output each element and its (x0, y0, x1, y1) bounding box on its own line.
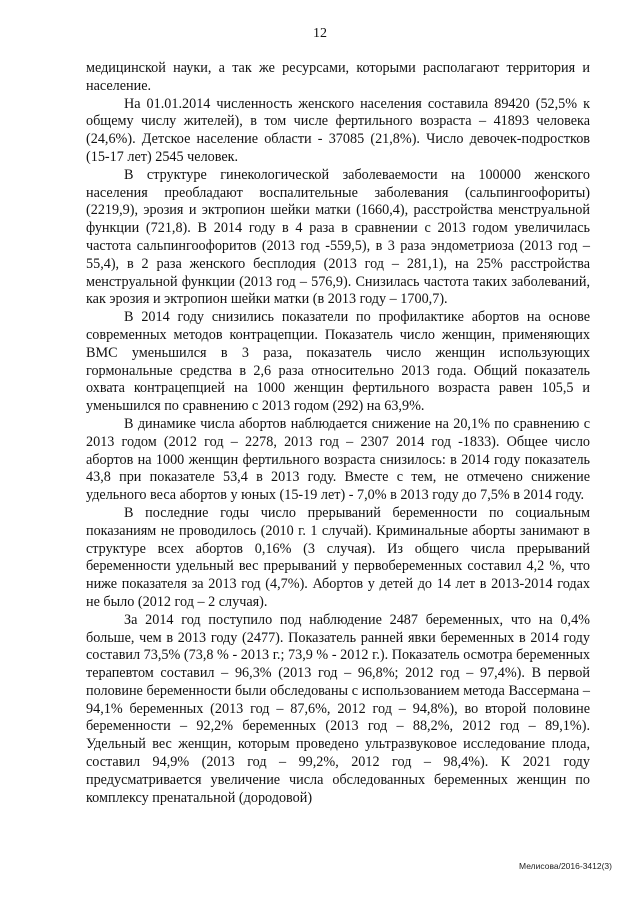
paragraph-pregnancy-termination: В последние годы число прерываний беременности по социальным показаниям не проводилось (2010 г. 1 случай). Криминальные аборты занимают в структуре всех абортов 0,16% (3 случая). Из общего числа прерываний беременности удельный вес прерываний у первобеременных составил 4,2 %, что ниже показателя за 2013 год (4,7%). Абортов у детей до 14 лет в 2013-2014 годах не было (2012 год – 2 случая). (86, 504, 590, 610)
footer-document-code: Мелисова/2016-3412(3) (519, 861, 612, 871)
document-body (86, 60, 590, 807)
paragraph-female-population: На 01.01.2014 численность женского населения составила 89420 (52,5% к общему числу жителей), в том числе фертильного возраста – 41893 человека (24,6%). Детское население области - 37085 (21,8%). Число девочек-подростков (15-17 лет) 2545 человек. (86, 95, 590, 165)
page-number: 12 (313, 26, 327, 41)
paragraph-continuation: медицинской науки, а так же ресурсами, которыми располагают территория и население. (86, 60, 590, 94)
paragraph-abortion-dynamics: В динамике числа абортов наблюдается снижение на 20,1% по сравнению с 2013 годом (2012 год – 2278, 2013 год – 2307 2014 год -1833). Общее число абортов на 1000 женщин фертильного возраста снизилось: в 2014 году показатель 43,8 при показателе 53,4 в 2013 году. Вместе с тем, не отмечено снижение удельного веса абортов у юных (15-19 лет) - 7,0% в 2013 году до 7,5% в 2014 году. (86, 415, 590, 504)
paragraph-gynecological-morbidity: В структуре гинекологической заболеваемости на 100000 женского населения преобладают воспалительные заболевания (сальпингоофориты) (2219,9), эрозия и эктропион шейки матки (1660,4), расстройства менструальной функции (721,8). В 2014 году в 4 раза в сравнении с 2013 годом увеличилась частота сальпингоофоритов (2013 год -559,5), в 3 раза эндометриоза (2013 год – 55,4), в 2 раза женского бесплодия (2013 год – 281,1), на 25% расстройства менструальной функции (2013 год – 576,9). Снизилась частота таких заболеваний, как эрозия и эктропион шейки матки (в 2013 году – 1700,7). (86, 166, 590, 308)
paragraph-pregnancy-monitoring: За 2014 год поступило под наблюдение 2487 беременных, что на 0,4% больше, чем в 2013 году (2477). Показатель ранней явки беременных в 2014 году составил 73,5% (73,8 % - 2013 г.; 73,9 % - 2012 г.). Показатель осмотра беременных терапевтом составил – 96,3% (2013 год – 96,8%; 2012 год – 97,4%). В первой половине беременности были обследованы с использованием метода Вассермана – 94,1% беременных (2013 год – 87,6%, 2012 год – 94,8%), во второй половине беременности – 92,2% беременных (2013 год – 88,2%, 2012 год – 89,1%). Удельный вес женщин, которым проведено ультразвуковое исследование плода, составил 94,9% (2013 год – 99,2%, 2012 год – 98,4%). К 2021 году предусматривается увеличение числа обследованных беременных женщин по комплексу пренатальной (дородовой) (86, 611, 590, 806)
paragraph-contraception: В 2014 году снизились показатели по профилактике абортов на основе современных методов контрацепции. Показатель число женщин, применяющих ВМС уменьшился в 3 раза, показатель число женщин использующих гормональные средства в 2,6 раза относительно 2013 года. Общий показатель охвата контрацепцией на 1000 женщин фертильного возраста равен 105,5 и уменьшился по сравнению с 2013 годом (292) на 63,9%. (86, 309, 590, 415)
